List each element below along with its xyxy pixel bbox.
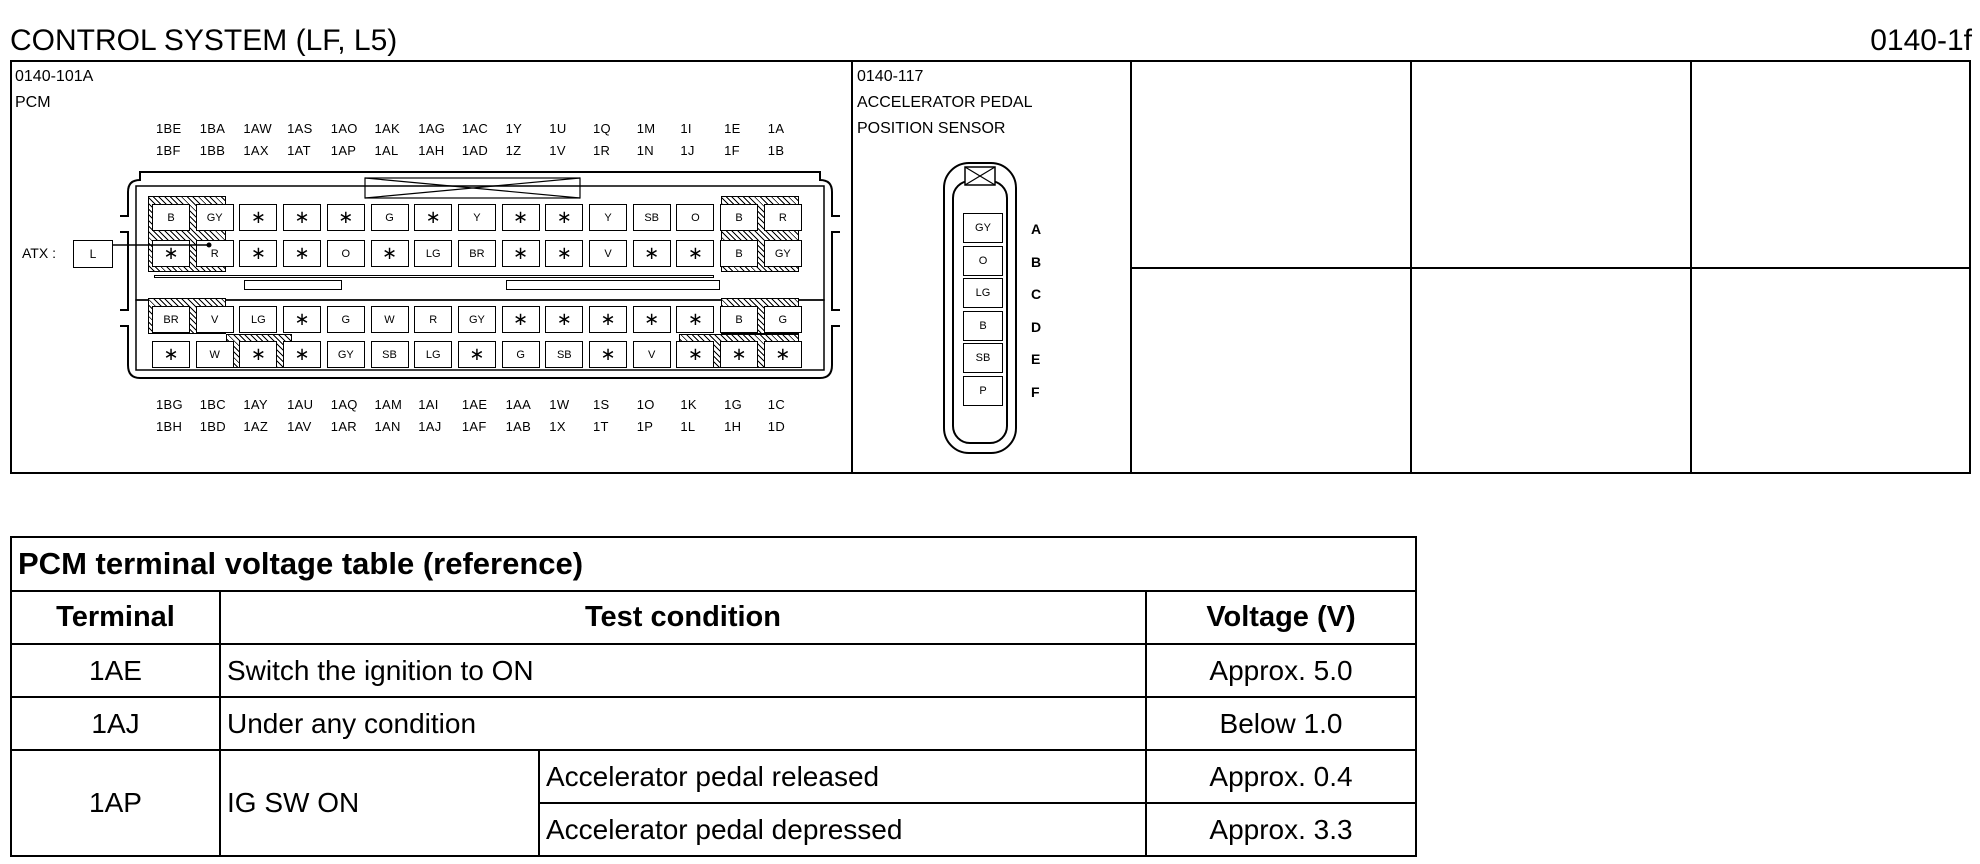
page-title: CONTROL SYSTEM (LF, L5) bbox=[10, 24, 398, 57]
terminal-cell: BR bbox=[458, 240, 496, 267]
terminal-cell: W bbox=[196, 341, 234, 368]
pin-label: 1V bbox=[549, 143, 566, 158]
sensor-pin-letter: F bbox=[1031, 383, 1040, 400]
pin-label: 1BD bbox=[199, 419, 226, 434]
pin-label: 1BE bbox=[156, 121, 182, 136]
pin-label: 1W bbox=[549, 397, 570, 412]
key-bar bbox=[506, 280, 720, 290]
table-row bbox=[11, 750, 1416, 803]
pin-label: 1AD bbox=[461, 143, 489, 158]
atx-pin-box: L bbox=[73, 240, 113, 268]
terminal-cell: V bbox=[633, 341, 671, 368]
terminal-cell: ∗ bbox=[239, 341, 277, 368]
terminal-cell: ∗ bbox=[589, 341, 627, 368]
pin-label: 1F bbox=[724, 143, 740, 158]
sensor-pin-letter: E bbox=[1031, 351, 1041, 367]
pin-label: 1X bbox=[549, 419, 566, 434]
pin-label: 1I bbox=[680, 121, 692, 136]
pin-label: 1AP bbox=[330, 143, 357, 158]
sensor-latch-icon bbox=[963, 165, 997, 187]
condition-cell: Switch the ignition to ON bbox=[220, 644, 1146, 697]
header-voltage: Voltage (V) bbox=[1146, 591, 1416, 644]
pin-label: 1AC bbox=[461, 121, 489, 136]
terminal-cell: SB bbox=[545, 341, 583, 368]
terminal-cell: ∗ bbox=[676, 240, 714, 267]
terminal-cell: ∗ bbox=[152, 341, 190, 368]
voltage-cell: Approx. 3.3 bbox=[1146, 803, 1416, 856]
terminal-cell: ∗ bbox=[676, 306, 714, 333]
terminal-cell: GY bbox=[458, 306, 496, 333]
sensor-name-line2: POSITION SENSOR bbox=[857, 120, 1006, 137]
pin-label: 1BA bbox=[199, 121, 226, 136]
terminal-cell: SB bbox=[371, 341, 409, 368]
key-bar bbox=[154, 275, 714, 278]
terminal-cell: R bbox=[196, 240, 234, 267]
terminal-cell: B bbox=[720, 204, 758, 231]
pin-label: 1J bbox=[680, 143, 695, 158]
terminal-cell: ∗ bbox=[545, 240, 583, 267]
pin-label: 1S bbox=[593, 397, 610, 412]
terminal-cell: ∗ bbox=[371, 240, 409, 267]
terminal-cell: O bbox=[327, 240, 365, 267]
pin-label: 1D bbox=[767, 419, 786, 434]
pin-label: 1AH bbox=[418, 143, 445, 158]
pin-label: 1T bbox=[593, 419, 609, 434]
terminal-cell: GY bbox=[196, 204, 234, 231]
pin-label: 1AF bbox=[461, 419, 487, 434]
sensor-pin-letter: C bbox=[1031, 286, 1042, 302]
sensor-pin-box: LG bbox=[963, 278, 1003, 308]
pin-label: 1AX bbox=[243, 143, 269, 158]
page-code: 0140-1f bbox=[1870, 24, 1972, 57]
terminal-cell: B bbox=[152, 204, 190, 231]
pcm-code: 0140-101A bbox=[15, 68, 94, 85]
terminal-cell: ∗ bbox=[283, 240, 321, 267]
pin-label: 1BG bbox=[156, 397, 183, 412]
terminal-cell: G bbox=[327, 306, 365, 333]
pin-label: 1H bbox=[724, 419, 742, 434]
sensor-pin-box: SB bbox=[963, 343, 1003, 373]
terminal-cell: ∗ bbox=[283, 306, 321, 333]
pin-label: 1M bbox=[636, 121, 656, 136]
terminal-cell: ∗ bbox=[283, 341, 321, 368]
pin-label: 1AI bbox=[418, 397, 439, 412]
terminal-cell: V bbox=[196, 306, 234, 333]
key-bar bbox=[244, 280, 342, 290]
terminal-cell: R bbox=[414, 306, 452, 333]
voltage-cell: Approx. 5.0 bbox=[1146, 644, 1416, 697]
pin-label: 1AQ bbox=[330, 397, 358, 412]
terminal-cell: ∗ bbox=[589, 306, 627, 333]
terminal-cell: ∗ bbox=[633, 306, 671, 333]
terminal-cell: ∗ bbox=[152, 240, 190, 267]
terminal-cell: ∗ bbox=[502, 240, 540, 267]
terminal-cell: ∗ bbox=[414, 204, 452, 231]
terminal-cell: 1AE bbox=[11, 644, 220, 697]
pin-label: 1AL bbox=[374, 143, 399, 158]
pin-label: 1R bbox=[593, 143, 611, 158]
pin-label: 1AR bbox=[330, 419, 357, 434]
header-condition: Test condition bbox=[220, 591, 1146, 644]
terminal-cell: W bbox=[371, 306, 409, 333]
sensor-pin-letter: D bbox=[1031, 318, 1042, 335]
terminal-cell: Y bbox=[458, 204, 496, 231]
terminal-cell: G bbox=[764, 306, 802, 333]
terminal-cell: ∗ bbox=[327, 204, 365, 231]
terminal-cell: ∗ bbox=[239, 240, 277, 267]
pin-label: 1AY bbox=[243, 397, 268, 412]
voltage-cell: Approx. 0.4 bbox=[1146, 750, 1416, 803]
pin-label: 1AJ bbox=[418, 419, 442, 434]
terminal-cell: GY bbox=[764, 240, 802, 267]
sensor-code: 0140-117 bbox=[857, 68, 924, 85]
pin-label: 1AA bbox=[505, 397, 532, 412]
pin-label: 1K bbox=[680, 397, 697, 412]
terminal-cell: ∗ bbox=[239, 204, 277, 231]
pin-label: 1Z bbox=[505, 143, 522, 158]
pin-label: 1BB bbox=[199, 143, 226, 158]
table-row bbox=[11, 697, 1416, 750]
divider bbox=[1130, 267, 1971, 269]
condition-cell: IG SW ON bbox=[220, 750, 539, 856]
terminal-cell: GY bbox=[327, 341, 365, 368]
pin-label: 1AG bbox=[418, 121, 446, 136]
pin-label: 1U bbox=[549, 121, 567, 136]
pcm-name: PCM bbox=[15, 94, 51, 111]
terminal-cell: BR bbox=[152, 306, 190, 333]
pin-label: 1P bbox=[636, 419, 654, 434]
pin-label: 1AT bbox=[287, 143, 311, 158]
sensor-pin-box: B bbox=[963, 311, 1003, 341]
sensor-pin-box: P bbox=[963, 376, 1003, 406]
pin-label: 1G bbox=[724, 397, 743, 412]
pin-label: 1B bbox=[767, 143, 785, 158]
table-row bbox=[11, 644, 1416, 697]
sensor-pin-box: O bbox=[963, 246, 1003, 276]
terminal-cell: Y bbox=[589, 204, 627, 231]
terminal-cell: R bbox=[764, 204, 802, 231]
pin-label: 1BH bbox=[156, 419, 183, 434]
terminal-cell: ∗ bbox=[764, 341, 802, 368]
terminal-cell: LG bbox=[239, 306, 277, 333]
pin-label: 1AW bbox=[243, 121, 272, 136]
pin-label: 1AE bbox=[461, 397, 488, 412]
terminal-cell: LG bbox=[414, 240, 452, 267]
pin-label: 1A bbox=[767, 121, 785, 136]
pin-label: 1AU bbox=[287, 397, 314, 412]
pin-label: 1AZ bbox=[243, 419, 269, 434]
terminal-cell: LG bbox=[414, 341, 452, 368]
atx-label: ATX : bbox=[22, 245, 56, 261]
pin-label: 1AM bbox=[374, 397, 403, 412]
terminal-cell: ∗ bbox=[633, 240, 671, 267]
terminal-cell: ∗ bbox=[502, 204, 540, 231]
pin-label: 1C bbox=[767, 397, 786, 412]
sub-condition-cell: Accelerator pedal depressed bbox=[539, 803, 1146, 856]
pin-label: 1AK bbox=[374, 121, 400, 136]
pin-label: 1E bbox=[724, 121, 741, 136]
pin-label: 1L bbox=[680, 419, 696, 434]
pin-label: 1AB bbox=[505, 419, 532, 434]
pin-label: 1AN bbox=[374, 419, 401, 434]
terminal-cell: B bbox=[720, 306, 758, 333]
terminal-cell: ∗ bbox=[502, 306, 540, 333]
sub-condition-cell: Accelerator pedal released bbox=[539, 750, 1146, 803]
pin-label: 1AS bbox=[287, 121, 313, 136]
pin-label: 1AV bbox=[287, 419, 312, 434]
pin-label: 1AO bbox=[330, 121, 358, 136]
pin-label: 1O bbox=[636, 397, 655, 412]
terminal-cell: ∗ bbox=[458, 341, 496, 368]
pin-label: 1N bbox=[636, 143, 654, 158]
pin-label: 1Y bbox=[505, 121, 523, 136]
sensor-pin-letter: A bbox=[1031, 221, 1042, 237]
terminal-cell: ∗ bbox=[676, 341, 714, 368]
terminal-cell: B bbox=[720, 240, 758, 267]
terminal-cell: ∗ bbox=[545, 204, 583, 231]
pin-label: 1BC bbox=[199, 397, 226, 412]
terminal-cell: G bbox=[371, 204, 409, 231]
terminal-cell: V bbox=[589, 240, 627, 267]
divider bbox=[851, 60, 853, 474]
pin-label: 1BF bbox=[156, 143, 181, 158]
atx-lead bbox=[113, 240, 213, 260]
terminal-cell: SB bbox=[633, 204, 671, 231]
terminal-cell: ∗ bbox=[283, 204, 321, 231]
sensor-pin-box: GY bbox=[963, 213, 1003, 243]
header-terminal: Terminal bbox=[11, 591, 220, 644]
terminal-cell: ∗ bbox=[720, 341, 758, 368]
terminal-cell: 1AJ bbox=[11, 697, 220, 750]
terminal-cell: O bbox=[676, 204, 714, 231]
table-caption: PCM terminal voltage table (reference) bbox=[11, 537, 1416, 591]
terminal-cell: 1AP bbox=[11, 750, 220, 856]
sensor-name-line1: ACCELERATOR PEDAL bbox=[857, 94, 1033, 111]
terminal-cell: ∗ bbox=[545, 306, 583, 333]
voltage-cell: Below 1.0 bbox=[1146, 697, 1416, 750]
sensor-pin-letter: B bbox=[1031, 253, 1042, 270]
condition-cell: Under any condition bbox=[220, 697, 1146, 750]
voltage-table bbox=[10, 536, 1417, 857]
terminal-cell: G bbox=[502, 341, 540, 368]
pin-label: 1Q bbox=[593, 121, 611, 136]
